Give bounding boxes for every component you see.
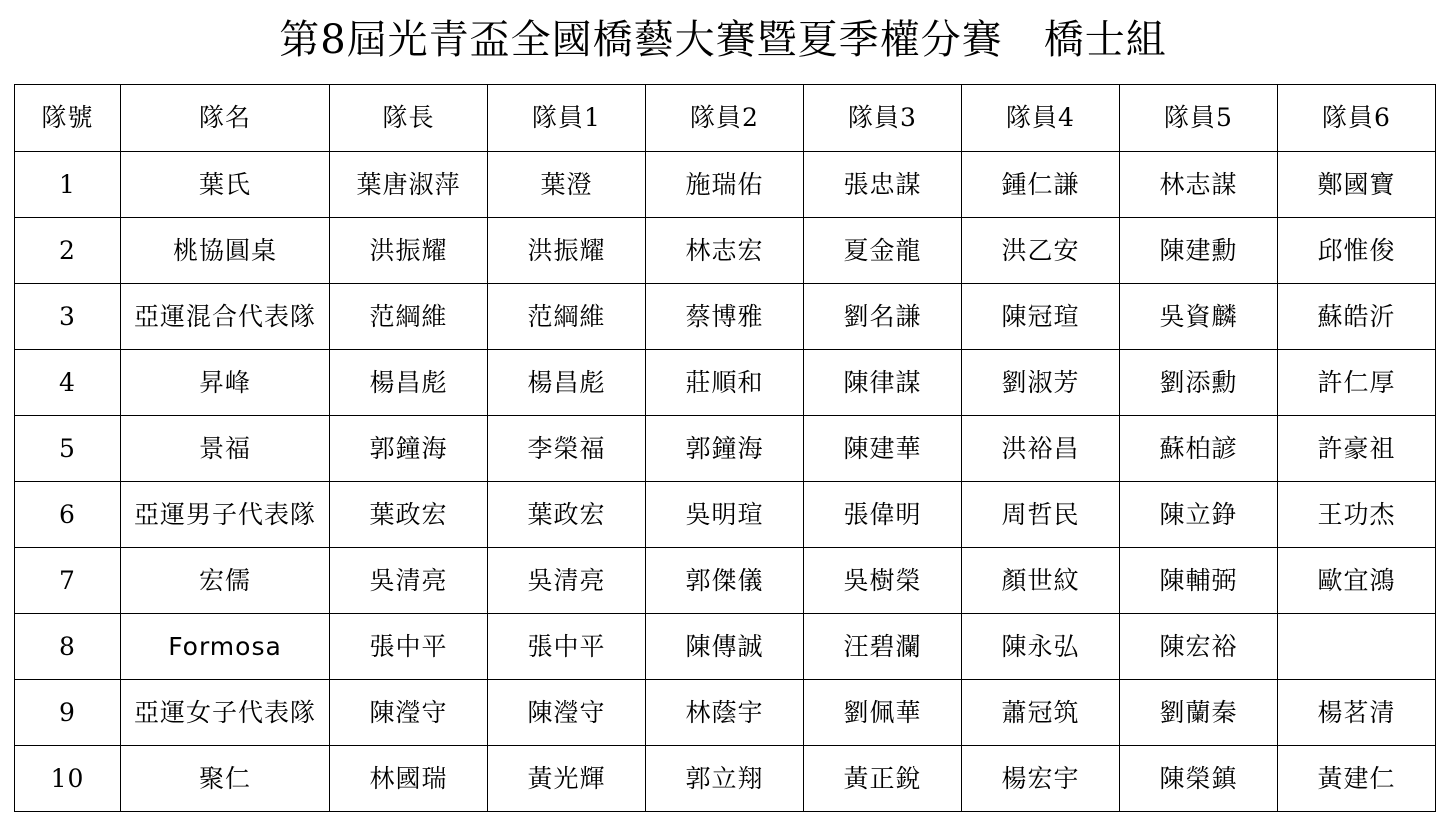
header-team-number: 隊號 <box>15 85 121 152</box>
cell-member-3: 張偉明 <box>804 482 962 548</box>
header-row <box>15 85 1436 152</box>
cell-captain: 楊昌彪 <box>330 350 488 416</box>
cell-captain: 葉政宏 <box>330 482 488 548</box>
page-title: 第8屆光青盃全國橋藝大賽暨夏季權分賽 橋士組 <box>279 17 1167 63</box>
cell-member-5: 劉蘭秦 <box>1120 680 1278 746</box>
table-row <box>15 548 1436 614</box>
cell-member-2: 施瑞佑 <box>646 152 804 218</box>
cell-member-5: 劉添勳 <box>1120 350 1278 416</box>
cell-team-number: 1 <box>15 152 121 218</box>
cell-team-name: 桃協圓桌 <box>121 218 330 284</box>
cell-member-4: 楊宏宇 <box>962 746 1120 812</box>
table-row <box>15 152 1436 218</box>
table-row <box>15 350 1436 416</box>
cell-member-3: 汪碧瀾 <box>804 614 962 680</box>
cell-member-6: 歐宜鴻 <box>1278 548 1436 614</box>
cell-member-4: 周哲民 <box>962 482 1120 548</box>
cell-member-1: 張中平 <box>488 614 646 680</box>
cell-team-number: 7 <box>15 548 121 614</box>
table-row <box>15 416 1436 482</box>
cell-captain: 郭鐘海 <box>330 416 488 482</box>
cell-team-number: 8 <box>15 614 121 680</box>
cell-team-number: 4 <box>15 350 121 416</box>
cell-member-5: 陳立錚 <box>1120 482 1278 548</box>
roster-body <box>15 152 1436 812</box>
cell-member-2: 陳傳誠 <box>646 614 804 680</box>
cell-member-6: 邱惟俊 <box>1278 218 1436 284</box>
cell-captain: 吳清亮 <box>330 548 488 614</box>
cell-member-4: 陳冠瑄 <box>962 284 1120 350</box>
cell-member-2: 郭立翔 <box>646 746 804 812</box>
cell-member-2: 郭傑儀 <box>646 548 804 614</box>
header-member-5: 隊員5 <box>1120 85 1278 152</box>
cell-member-6 <box>1278 614 1436 680</box>
cell-captain: 范綱維 <box>330 284 488 350</box>
cell-member-5: 林志謀 <box>1120 152 1278 218</box>
cell-captain: 張中平 <box>330 614 488 680</box>
header-team-name: 隊名 <box>121 85 330 152</box>
cell-team-name: 昇峰 <box>121 350 330 416</box>
cell-member-4: 蕭冠筑 <box>962 680 1120 746</box>
cell-team-name: 葉氏 <box>121 152 330 218</box>
cell-captain: 陳瀅守 <box>330 680 488 746</box>
cell-member-6: 王功杰 <box>1278 482 1436 548</box>
cell-team-name: 亞運混合代表隊 <box>121 284 330 350</box>
table-row <box>15 614 1436 680</box>
cell-member-3: 夏金龍 <box>804 218 962 284</box>
cell-member-2: 吳明瑄 <box>646 482 804 548</box>
cell-member-6: 許仁厚 <box>1278 350 1436 416</box>
table-row <box>15 746 1436 812</box>
cell-captain: 林國瑞 <box>330 746 488 812</box>
cell-member-1: 陳瀅守 <box>488 680 646 746</box>
cell-member-3: 陳律謀 <box>804 350 962 416</box>
cell-team-number: 6 <box>15 482 121 548</box>
cell-member-5: 蘇柏諺 <box>1120 416 1278 482</box>
cell-member-6: 鄭國寶 <box>1278 152 1436 218</box>
cell-team-name: 亞運男子代表隊 <box>121 482 330 548</box>
cell-member-6: 許豪祖 <box>1278 416 1436 482</box>
cell-member-4: 洪裕昌 <box>962 416 1120 482</box>
table-row <box>15 284 1436 350</box>
header-member-6: 隊員6 <box>1278 85 1436 152</box>
cell-member-2: 莊順和 <box>646 350 804 416</box>
cell-member-3: 張忠謀 <box>804 152 962 218</box>
cell-captain: 葉唐淑萍 <box>330 152 488 218</box>
cell-member-1: 葉澄 <box>488 152 646 218</box>
cell-member-2: 林志宏 <box>646 218 804 284</box>
table-row <box>15 218 1436 284</box>
cell-member-6: 黃建仁 <box>1278 746 1436 812</box>
cell-team-number: 2 <box>15 218 121 284</box>
cell-member-2: 林蔭宇 <box>646 680 804 746</box>
cell-captain: 洪振耀 <box>330 218 488 284</box>
header-member-2: 隊員2 <box>646 85 804 152</box>
header-member-3: 隊員3 <box>804 85 962 152</box>
cell-team-name: Formosa <box>121 614 330 680</box>
cell-member-3: 陳建華 <box>804 416 962 482</box>
cell-member-6: 楊茗清 <box>1278 680 1436 746</box>
cell-member-1: 葉政宏 <box>488 482 646 548</box>
cell-member-5: 陳建勳 <box>1120 218 1278 284</box>
cell-member-3: 劉佩華 <box>804 680 962 746</box>
cell-member-1: 范綱維 <box>488 284 646 350</box>
cell-member-4: 顏世紋 <box>962 548 1120 614</box>
cell-team-name: 亞運女子代表隊 <box>121 680 330 746</box>
cell-member-3: 黃正銳 <box>804 746 962 812</box>
cell-member-4: 劉淑芳 <box>962 350 1120 416</box>
cell-member-1: 吳清亮 <box>488 548 646 614</box>
cell-member-5: 陳宏裕 <box>1120 614 1278 680</box>
cell-member-3: 吳樹榮 <box>804 548 962 614</box>
cell-member-1: 黃光輝 <box>488 746 646 812</box>
cell-team-number: 5 <box>15 416 121 482</box>
cell-member-2: 郭鐘海 <box>646 416 804 482</box>
cell-member-4: 洪乙安 <box>962 218 1120 284</box>
cell-member-4: 鍾仁謙 <box>962 152 1120 218</box>
header-member-1: 隊員1 <box>488 85 646 152</box>
team-roster-table <box>14 84 1436 812</box>
cell-member-1: 楊昌彪 <box>488 350 646 416</box>
cell-member-6: 蘇皓沂 <box>1278 284 1436 350</box>
cell-member-1: 李榮福 <box>488 416 646 482</box>
cell-member-2: 蔡博雅 <box>646 284 804 350</box>
cell-member-5: 陳輔弼 <box>1120 548 1278 614</box>
cell-team-name: 景福 <box>121 416 330 482</box>
cell-member-4: 陳永弘 <box>962 614 1120 680</box>
cell-team-name: 宏儒 <box>121 548 330 614</box>
cell-team-number: 9 <box>15 680 121 746</box>
table-row <box>15 680 1436 746</box>
cell-team-number: 3 <box>15 284 121 350</box>
cell-team-name: 聚仁 <box>121 746 330 812</box>
cell-member-3: 劉名謙 <box>804 284 962 350</box>
cell-member-5: 吳資麟 <box>1120 284 1278 350</box>
cell-member-1: 洪振耀 <box>488 218 646 284</box>
header-member-4: 隊員4 <box>962 85 1120 152</box>
table-row <box>15 482 1436 548</box>
cell-team-number: 10 <box>15 746 121 812</box>
cell-member-5: 陳榮鎮 <box>1120 746 1278 812</box>
header-captain: 隊長 <box>330 85 488 152</box>
